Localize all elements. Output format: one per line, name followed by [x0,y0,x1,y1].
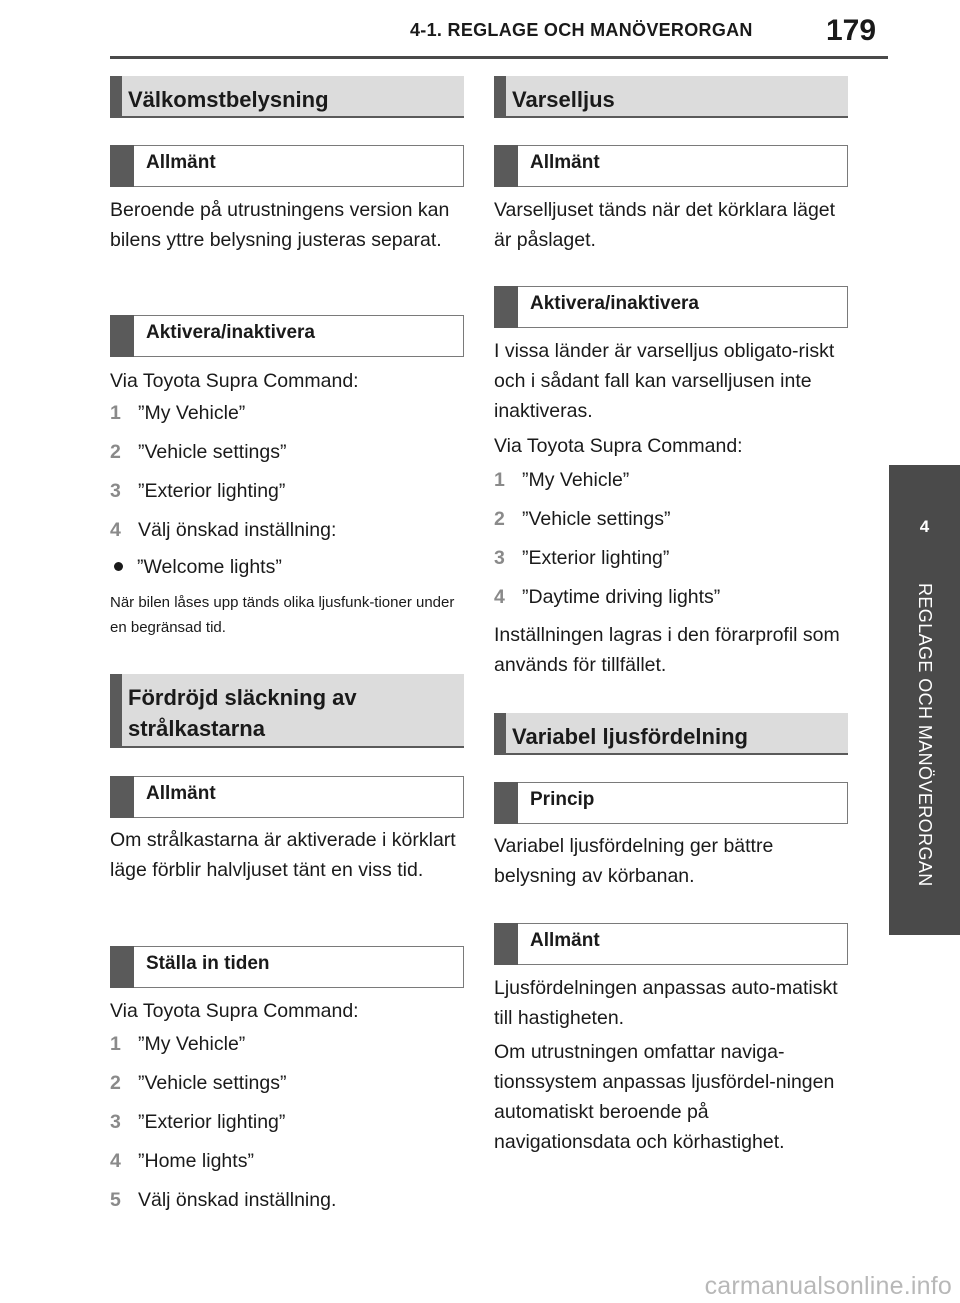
drl-saved-text: Inställningen lagras i den förarprofil som används för tillfället. [494,624,840,676]
drl-step [494,504,848,534]
welcome-step [110,437,464,467]
drl-step [494,465,848,495]
delay-step [110,1068,464,1098]
subhead-marker [494,782,518,824]
section-title-delay [110,674,464,748]
subhead-drl-general [494,145,848,187]
bullet-dot-icon [114,562,123,571]
subhead-drl-toggle [494,286,848,328]
delay-step [110,1146,464,1176]
delay-step [110,1185,464,1215]
step-text: ”Exterior lighting” [522,547,670,569]
subhead-welcome-general [110,145,464,187]
variable-principle-text: Variabel ljusfördelning ger bättre belysning av körbanan. [494,835,774,887]
subhead-delay-time [110,946,464,988]
step-number: 2 [110,441,121,463]
subhead-label: Allmänt [530,152,600,173]
step-number: 4 [110,1150,121,1172]
section-title-variable [494,713,848,755]
subhead-marker [494,145,518,187]
welcome-note: När bilen låses upp tänds olika ljusfunk-tioner under en begränsad tid. [110,594,455,636]
step-text: ”Exterior lighting” [138,1111,286,1133]
step-number: 3 [494,547,505,569]
step-number: 3 [110,1111,121,1133]
step-number: 4 [110,519,121,541]
subhead-marker [110,776,134,818]
step-text: ”My Vehicle” [522,469,630,491]
delay-via-text: Via Toyota Supra Command: [110,1000,359,1022]
step-text: ”Vehicle settings” [138,1072,287,1094]
step-number: 1 [494,469,505,491]
drl-general-text: Varselljuset tänds när det körklara läget är påslaget. [494,199,836,251]
header-rule [110,56,888,59]
subhead-label: Princip [530,789,595,810]
welcome-step [110,476,464,506]
subhead-variable-general [494,923,848,965]
step-number: 5 [110,1189,121,1211]
step-text: ”Vehicle settings” [522,508,671,530]
watermark: carmanualsonline.info [704,1272,952,1300]
step-text: Välj önskad inställning: [138,519,337,541]
subhead-label: Aktivera/inaktivera [530,293,699,314]
bullet-text: ”Welcome lights” [137,556,282,578]
subhead-delay-general [110,776,464,818]
step-text: Välj önskad inställning. [138,1189,337,1211]
variable-general-text-1: Ljusfördelningen anpassas auto-matiskt till hastigheten. [494,977,838,1029]
step-text: ”My Vehicle” [138,402,246,424]
delay-step [110,1107,464,1137]
step-number: 1 [110,402,121,424]
section-title-text: Fördröjd släckning av [128,685,357,710]
section-title-text: Variabel ljusfördelning [512,724,748,749]
step-text: ”Home lights” [138,1150,254,1172]
delay-general-text: Om strålkastarna är aktiverade i körklart läge förblir halvljuset tänt en viss tid. [110,829,456,881]
section-title-drl [494,76,848,118]
subhead-marker [110,946,134,988]
chapter-side-tab [889,465,960,935]
subhead-label: Aktivera/inaktivera [146,322,315,343]
drl-step [494,543,848,573]
step-text: ”Exterior lighting” [138,480,286,502]
subhead-label: Allmänt [146,783,216,804]
subhead-label: Ställa in tiden [146,953,270,974]
drl-via-text: Via Toyota Supra Command: [494,435,743,457]
subhead-marker [494,286,518,328]
step-number: 2 [110,1072,121,1094]
drl-step [494,582,848,612]
subhead-marker [110,145,134,187]
welcome-step [110,398,464,428]
subhead-welcome-toggle [110,315,464,357]
drl-toggle-text: I vissa länder är varselljus obligato-riskt och i sådant fall kan varselljusen inte inaktiveras. [494,340,835,422]
section-title-text: strålkastarna [128,716,265,741]
step-text: ”My Vehicle” [138,1033,246,1055]
step-number: 3 [110,480,121,502]
delay-step [110,1029,464,1059]
subhead-label: Allmänt [146,152,216,173]
chapter-title: REGLAGE OCH MANÖVERORGAN [915,583,935,887]
subhead-marker [494,923,518,965]
section-title-welcome [110,76,464,118]
subhead-marker [110,315,134,357]
section-title-text: Välkomstbelysning [128,87,329,112]
chapter-number: 4 [919,517,930,536]
section-title-text: Varselljus [512,87,615,112]
page-number: 179 [826,14,877,47]
step-text: ”Daytime driving lights” [522,586,721,608]
step-number: 2 [494,508,505,530]
step-text: ”Vehicle settings” [138,441,287,463]
welcome-general-text: Beroende på utrustningens version kan bilens yttre belysning justeras separat. [110,199,450,251]
subhead-label: Allmänt [530,930,600,951]
subhead-variable-principle [494,782,848,824]
step-number: 4 [494,586,505,608]
welcome-step [110,515,464,545]
variable-general-text-2: Om utrustningen omfattar naviga-tionssystem anpassas ljusfördel-ningen automatiskt beroende på navigationsdata och körhastighet. [494,1041,835,1153]
page-header-title: 4-1. REGLAGE OCH MANÖVERORGAN [410,20,753,40]
welcome-via-text: Via Toyota Supra Command: [110,370,359,392]
welcome-bullet-item [110,552,464,582]
step-number: 1 [110,1033,121,1055]
